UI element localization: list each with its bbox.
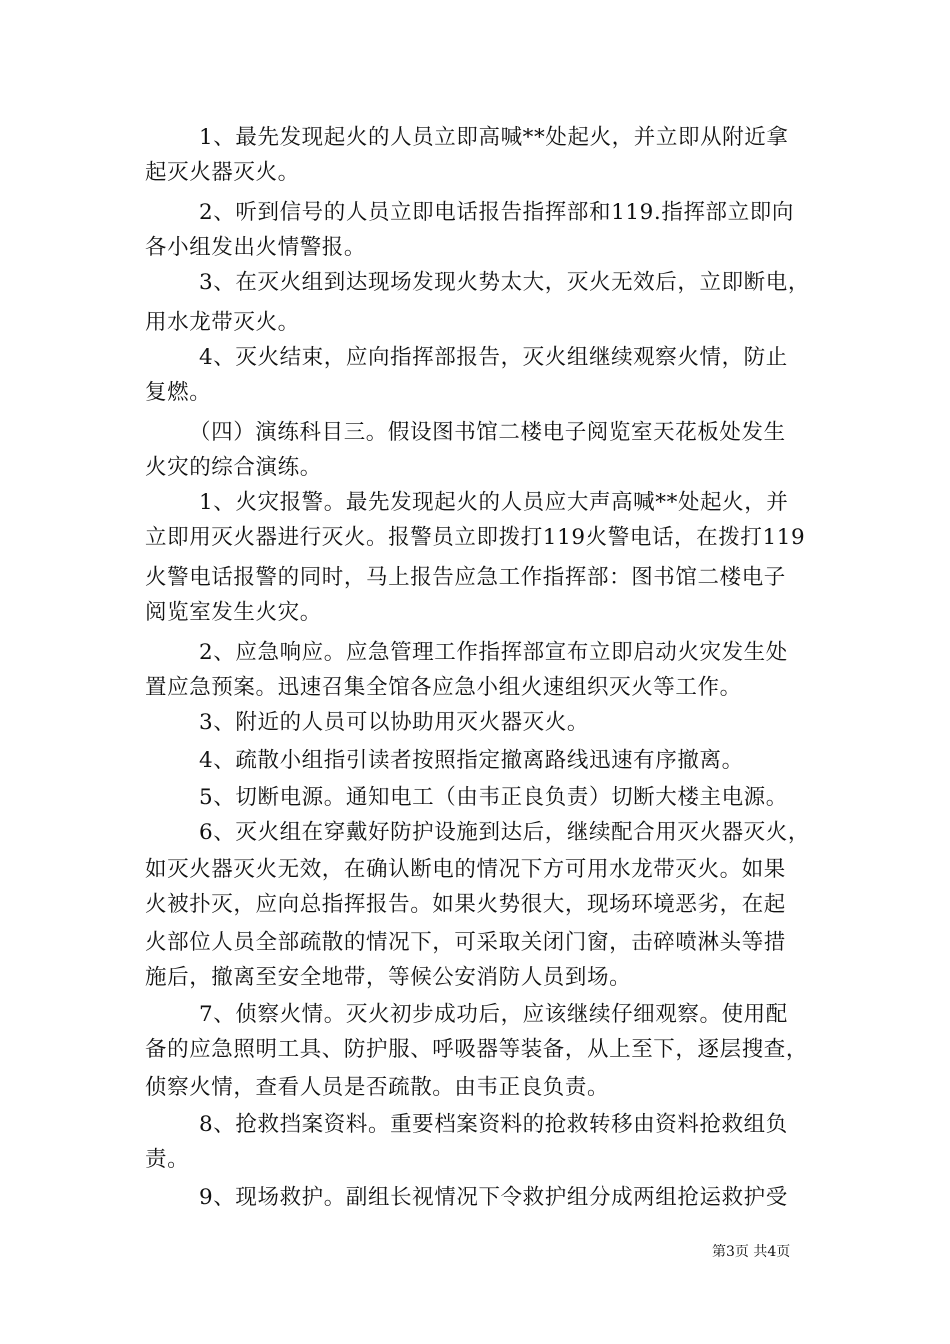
text-line: 责。 — [145, 1147, 190, 1172]
text-line: 4、灭火结束，应向指挥部报告，灭火组继续观察火情，防止 — [199, 345, 788, 370]
text-line: 6、灭火组在穿戴好防护设施到达后，继续配合用灭火器灭火， — [199, 820, 810, 845]
page-number: 第3页 共4页 — [712, 1244, 791, 1260]
text-line: 各小组发出火情警报。 — [145, 235, 367, 260]
text-line: 2、听到信号的人员立即电话报告指挥部和119.指挥部立即向 — [199, 200, 794, 225]
text-line: 4、疏散小组指引读者按照指定撤离路线迅速有序撤离。 — [199, 748, 744, 773]
text-line: 火部位人员全部疏散的情况下，可采取关闭门窗，击碎喷淋头等措 — [145, 930, 786, 955]
section-heading: （四）演练科目三。假设图书馆二楼电子阅览室天花板处发生 — [189, 420, 786, 445]
text-line: 复燃。 — [145, 380, 212, 405]
text-line: 置应急预案。迅速召集全馆各应急小组火速组织灭火等工作。 — [145, 675, 742, 700]
text-line: 3、在灭火组到达现场发现火势太大，灭火无效后，立即断电， — [199, 270, 810, 295]
text-line: 火警电话报警的同时，马上报告应急工作指挥部：图书馆二楼电子 — [145, 565, 786, 590]
text-line: 火灾的综合演练。 — [145, 455, 322, 480]
text-line: 如灭火器灭火无效，在确认断电的情况下方可用水龙带灭火。如果 — [145, 857, 786, 882]
text-line: 9、现场救护。副组长视情况下令救护组分成两组抢运救护受 — [199, 1185, 788, 1210]
text-line: 施后，撤离至安全地带，等候公安消防人员到场。 — [145, 965, 632, 990]
text-line: 7、侦察火情。灭火初步成功后，应该继续仔细观察。使用配 — [199, 1002, 788, 1027]
text-line: 备的应急照明工具、防护服、呼吸器等装备，从上至下，逐层搜查， — [145, 1037, 809, 1062]
text-line: 火被扑灭，应向总指挥报告。如果火势很大，现场环境恶劣，在起 — [145, 892, 786, 917]
text-line: 用水龙带灭火。 — [145, 310, 300, 335]
text-line: 1、火灾报警。最先发现起火的人员应大声高喊**处起火，并 — [199, 490, 789, 515]
text-line: 2、应急响应。应急管理工作指挥部宣布立即启动火灾发生处 — [199, 640, 788, 665]
text-line: 起灭火器灭火。 — [145, 160, 300, 185]
text-line: 3、附近的人员可以协助用灭火器灭火。 — [199, 710, 589, 735]
text-line: 1、最先发现起火的人员立即高喊**处起火，并立即从附近拿 — [199, 125, 789, 150]
text-line: 侦察火情，查看人员是否疏散。由韦正良负责。 — [145, 1075, 610, 1100]
text-line: 阅览室发生火灾。 — [145, 600, 322, 625]
text-line: 立即用灭火器进行灭火。报警员立即拨打119火警电话，在拨打119 — [145, 525, 806, 550]
text-line: 5、切断电源。通知电工（由韦正良负责）切断大楼主电源。 — [199, 785, 788, 810]
text-line: 8、抢救挡案资料。重要档案资料的抢救转移由资料抢救组负 — [199, 1112, 788, 1137]
